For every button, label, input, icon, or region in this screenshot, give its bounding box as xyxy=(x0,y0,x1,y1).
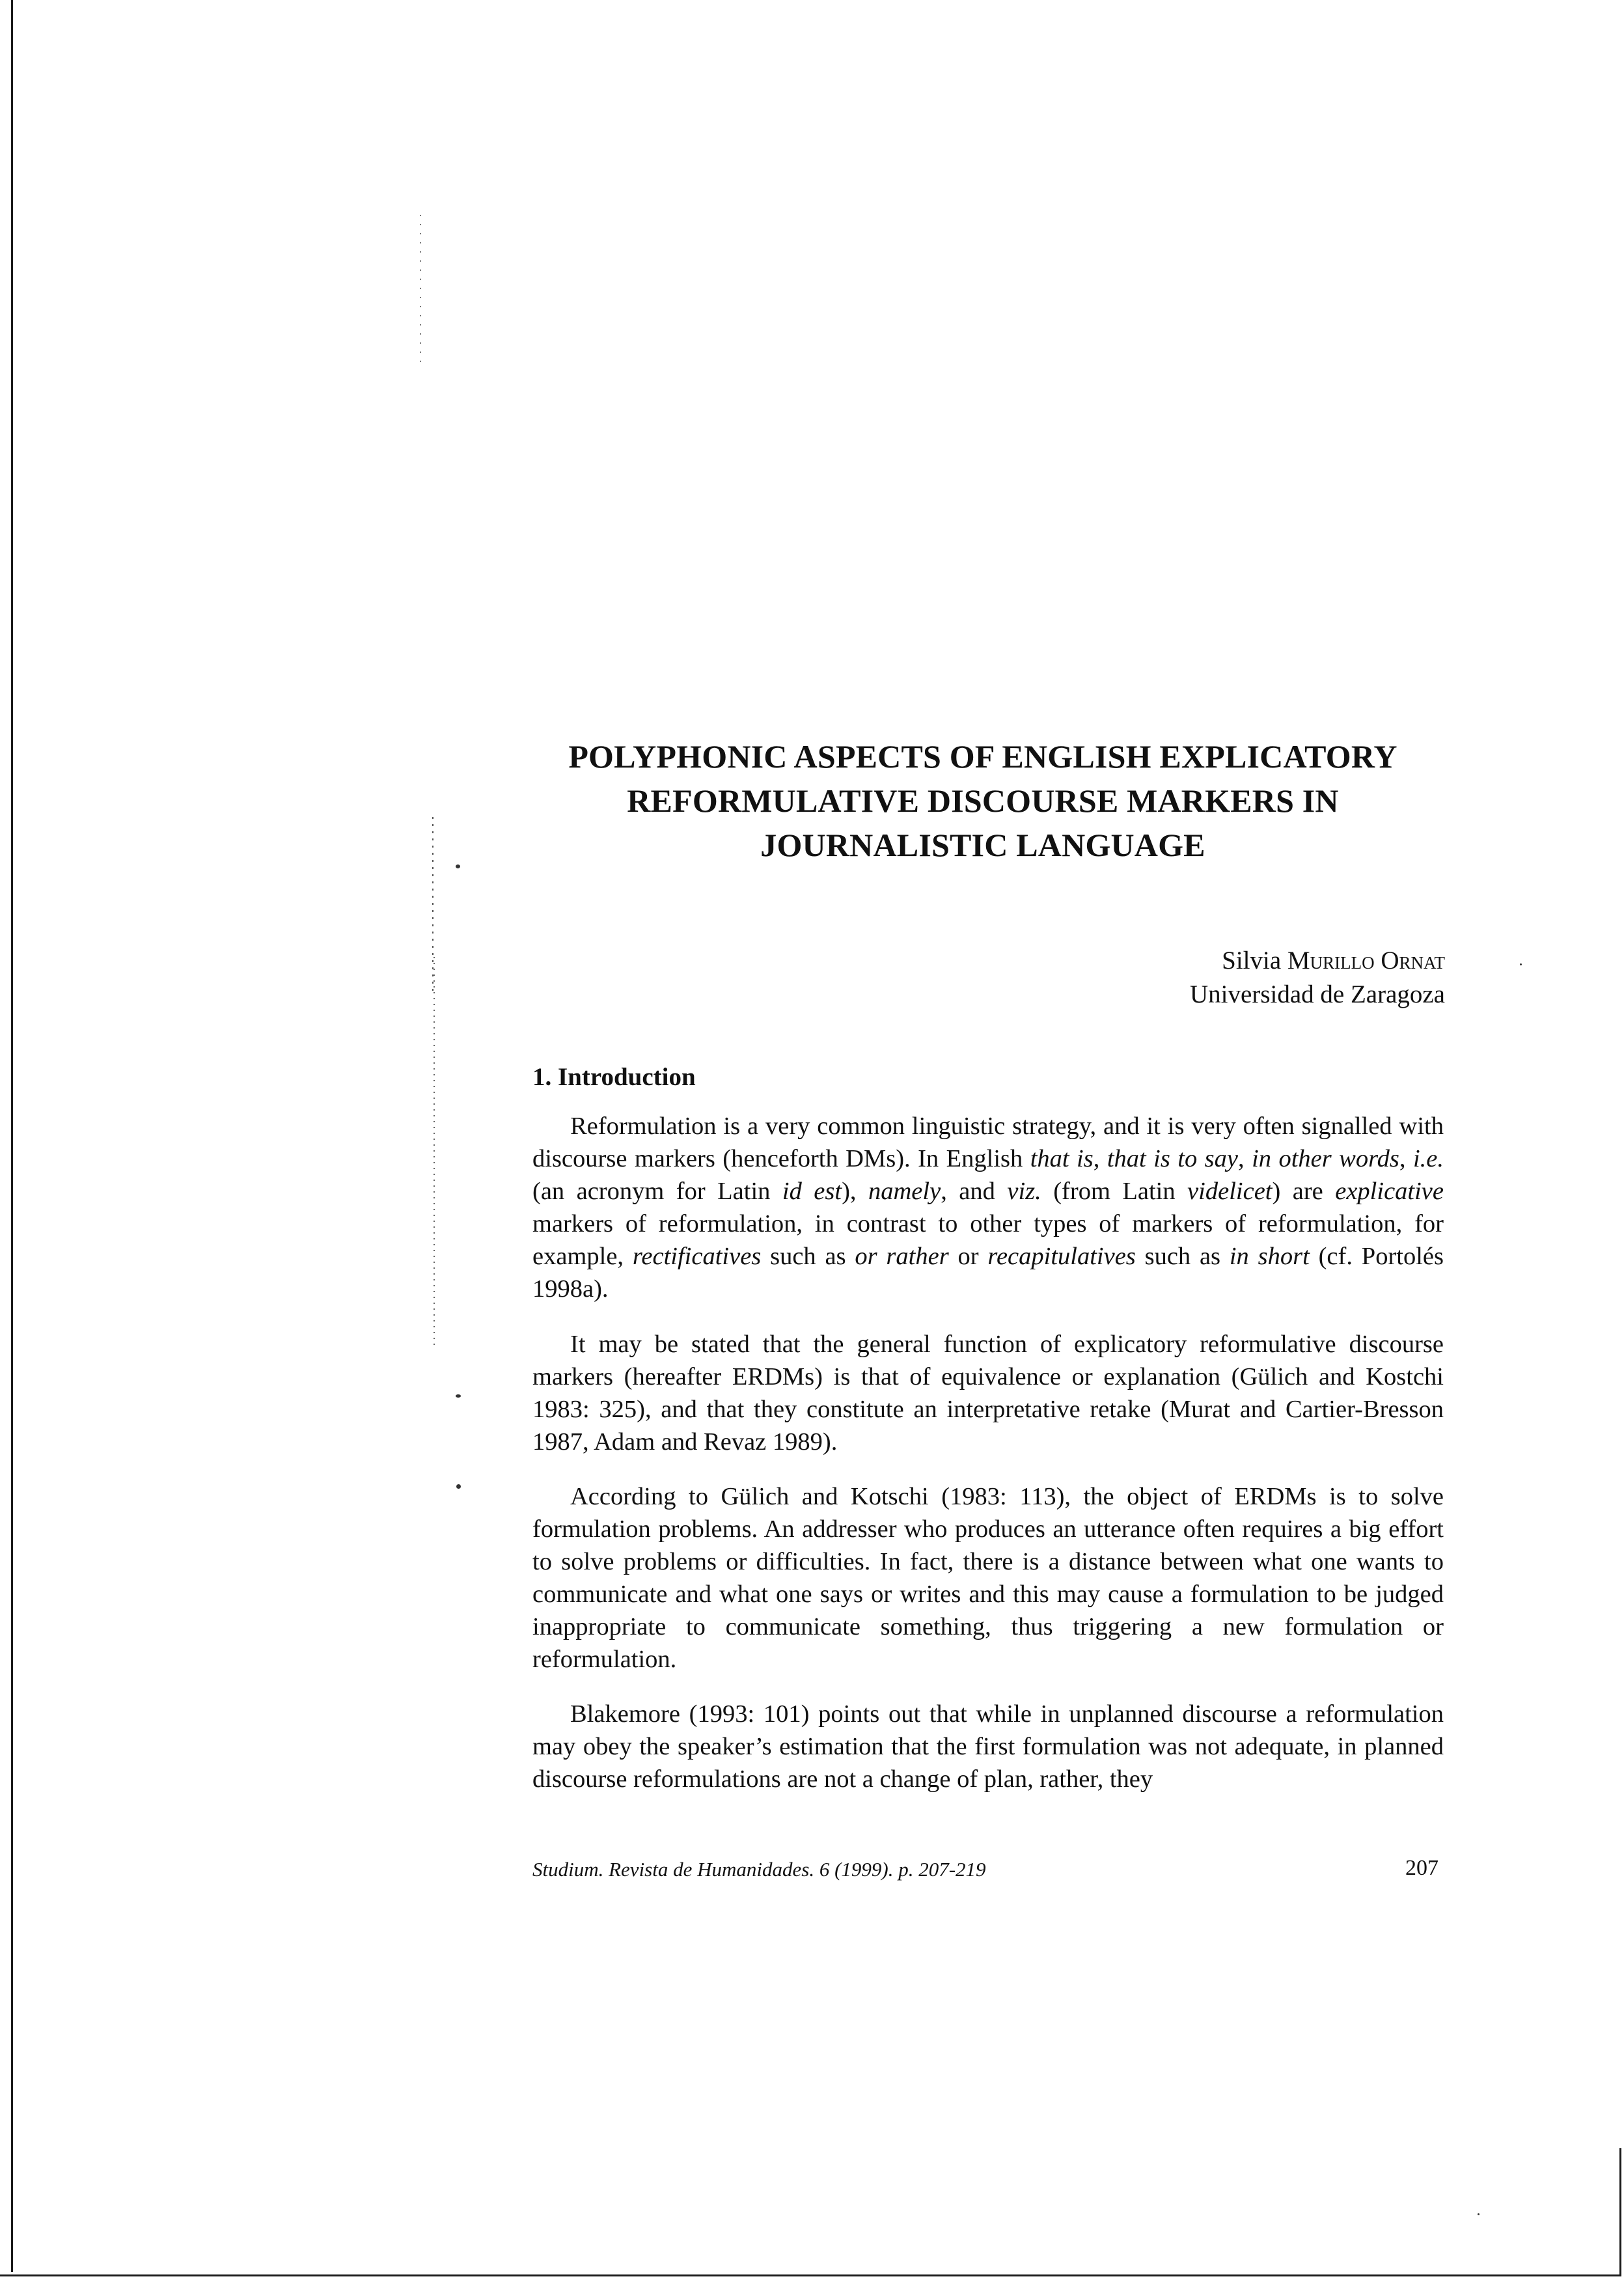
text-run: , xyxy=(1238,1145,1252,1172)
text-run: markers of reformulation, in contrast to other types of markers of reformulation, for example, xyxy=(532,1210,1444,1270)
body-paragraph xyxy=(532,1480,1444,1676)
italic-term: in short xyxy=(1229,1243,1310,1270)
scan-border-left xyxy=(11,0,13,2272)
italic-term: i.e. xyxy=(1412,1145,1444,1172)
scan-speck xyxy=(1520,963,1522,965)
scan-speck xyxy=(456,1394,461,1398)
italic-term: rectificatives xyxy=(632,1243,762,1270)
text-run: (from Latin xyxy=(1041,1178,1188,1205)
author-name xyxy=(976,944,1445,978)
author-surname: Murillo Ornat xyxy=(1287,947,1445,975)
title-line: REFORMULATIVE DISCOURSE MARKERS IN xyxy=(627,782,1339,819)
section-heading: 1. Introduction xyxy=(532,1063,696,1091)
body-paragraph xyxy=(532,1698,1444,1795)
journal-citation: Studium. Revista de Humanidades. 6 (1999). p. 207-219 xyxy=(532,1858,986,1881)
italic-term: in other words xyxy=(1252,1145,1399,1172)
italic-term: namely xyxy=(868,1178,941,1205)
scan-noise xyxy=(434,957,435,1348)
author-block xyxy=(976,944,1445,1012)
scan-border-right xyxy=(1619,2148,1621,2276)
text-run: Blakemore (1993: 101) points out that while in unplanned discourse a reformulation may obey the speaker’s estimation that the first formulation was not adequate, in planned discourse reformulations are not a change of plan, rather, they xyxy=(532,1700,1444,1793)
italic-term: that is to say xyxy=(1107,1145,1238,1172)
scan-border-bottom xyxy=(0,2274,1619,2276)
text-run: Reformulation is a very common linguistic strategy, and it is very often signalled with discourse markers (henceforth DMs). In English xyxy=(532,1113,1444,1172)
scan-speck xyxy=(456,864,460,868)
italic-term: id est xyxy=(782,1178,842,1205)
text-run: According to Gülich and Kotschi (1983: 113), the object of ERDMs is to solve formulation problems. An addresser who produces an utterance often requires a big effort to solve problems or difficulties. In fact, there is a distance between what one wants to communicate and what one says or writes and this may cause a formulation to be judged inappropriate to communicate something, thus triggering a new formulation or reformulation. xyxy=(532,1483,1444,1673)
text-run: or xyxy=(948,1243,988,1270)
title-line: POLYPHONIC ASPECTS OF ENGLISH EXPLICATORY xyxy=(568,738,1397,775)
italic-term: explicative xyxy=(1335,1178,1444,1205)
scan-speck xyxy=(1478,2213,1479,2215)
author-affiliation: Universidad de Zaragoza xyxy=(1190,980,1445,1008)
text-run: , xyxy=(1399,1145,1413,1172)
author-first-name: Silvia xyxy=(1222,947,1282,975)
text-run: , and xyxy=(941,1178,1008,1205)
italic-term: recapitulatives xyxy=(987,1243,1136,1270)
scan-speck xyxy=(456,1484,461,1489)
body-paragraph xyxy=(532,1328,1444,1458)
title-line: JOURNALISTIC LANGUAGE xyxy=(760,827,1205,863)
italic-term: or rather xyxy=(855,1243,949,1270)
italic-term: viz. xyxy=(1007,1178,1041,1205)
text-run: (cf. Portolés 1998a). xyxy=(532,1243,1444,1303)
body-paragraph xyxy=(532,1110,1444,1305)
scan-noise xyxy=(420,215,421,365)
text-run: ), xyxy=(842,1178,868,1205)
paper-title xyxy=(521,734,1445,867)
italic-term: that is xyxy=(1030,1145,1094,1172)
text-run: such as xyxy=(1135,1243,1230,1270)
text-run: It may be stated that the general function of explicatory reformulative discourse markers (hereafter ERDMs) is that of equivalence or explanation (Gülich and Kostchi 1983: 325), and that they constitute an interpretative retake (Murat and Cartier-Bresson 1987, Adam and Revaz 1989). xyxy=(532,1331,1444,1456)
text-run: , xyxy=(1093,1145,1107,1172)
text-run: (an acronym for Latin xyxy=(532,1178,782,1205)
page-number: 207 xyxy=(1405,1856,1438,1880)
text-run: such as xyxy=(761,1243,855,1270)
text-run: ) are xyxy=(1272,1178,1336,1205)
italic-term: videlicet xyxy=(1187,1178,1273,1205)
